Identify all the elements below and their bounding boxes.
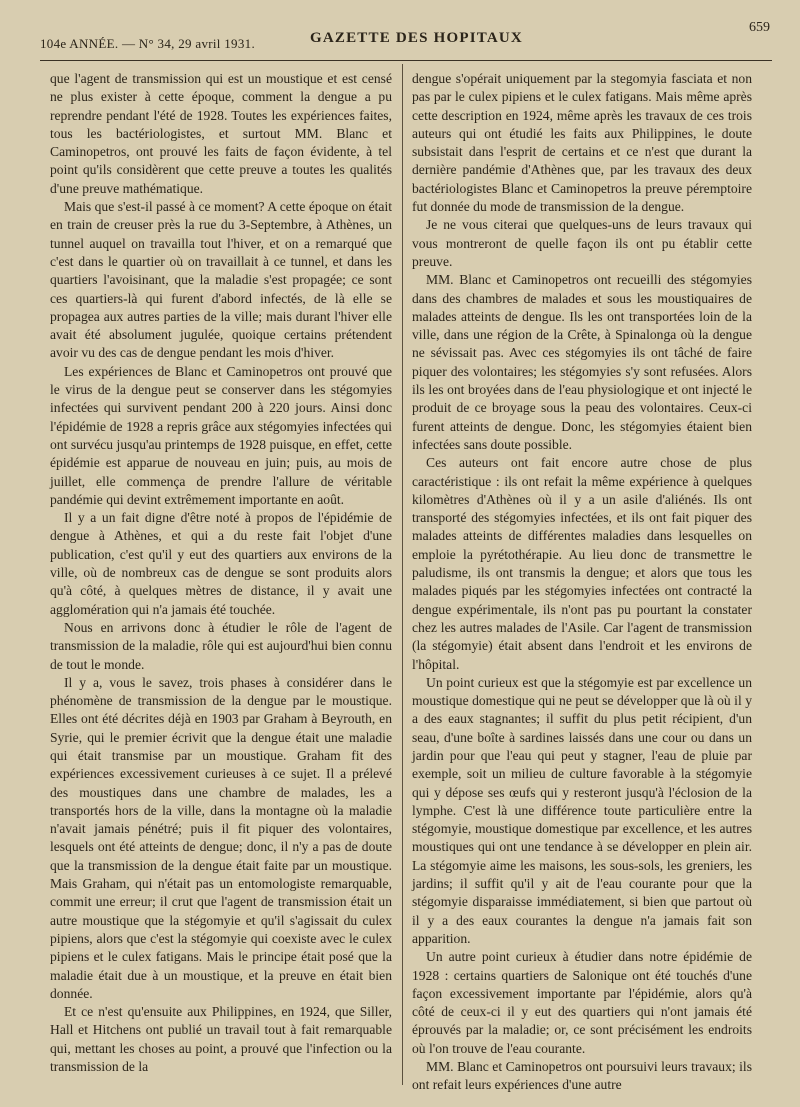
- left-column: [50, 70, 392, 1076]
- paragraph: Il y a, vous le savez, trois phases à considérer dans le phénomène de transmission de la dengue par le moustique. Elles ont été décrites déjà en 1903 par Graham à Beyrouth, en Syrie, qui le premier écrivit que la dengue était une maladie qui était transmise par un moustique. Graham fit des expériences excessivement curieuses à ce sujet. Il a prélevé des moustiques dans une chambre de malades, les a transportés hors de la ville, dans la montagne où la maladie n'avait jamais pénétré; puis il fit piquer des volontaires, lesquels ont été atteints de dengue; donc, il n'y a pas de doute que la transmission de la dengue était faite par un moustique. Mais Graham, qui n'était pas un entomologiste remarquable, commit une erreur; il crut que l'agent de transmission était un autre moustique que la stégomyie et qu'il s'agissait du culex pipiens, alors que c'est la stégomyie qui coexiste avec le culex pipiens et le culex fatigans. Mais le principe était posé que la maladie était due à un moustique, et la preuve en était bien donnée.: [50, 674, 392, 1001]
- paragraph: dengue s'opérait uniquement par la stegomyia fasciata et non pas par le culex pipiens et le culex fatigans. Mais même après cette description en 1924, même après les travaux de ces trois auteurs qui ont étudié les faits aux Philippines, le doute subsistait dans l'esprit de certains et ce n'est que durant la dernière pandémie d'Athènes que, par les travaux des deux bactériologistes Blanc et Caminopetros la preuve péremptoire fut donnée du mode de transmission de la dengue.: [412, 71, 752, 215]
- publication-title: GAZETTE DES HOPITAUX: [310, 30, 523, 46]
- issue-line: 104e ANNÉE. — N° 34, 29 avril 1931.: [40, 36, 256, 51]
- paragraph: que l'agent de transmission qui est un moustique et est censé ne plus exister à cette époque, comment la dengue a pu reprendre pendant l'été de 1928. Toutes les expériences faites, tous les bactériologistes, et surtout MM. Blanc et Caminopetros, ont prouvé les faits de façon évidente, à tel point qu'ils considèrent que cette preuve a toutes les qualités d'une preuve mathématique.: [50, 71, 392, 196]
- paragraph: Les expériences de Blanc et Caminopetros ont prouvé que le virus de la dengue peut se conserver dans les stégomyies infectées qui survivent pendant 200 à 220 jours. Ainsi donc l'épidémie de 1928 a repris grâce aux stégomyies infectées qui ont survécu jusqu'au printemps de 1928 puisque, en effet, cette épidémie est apparue de nouveau en juin; puis, au mois de juillet, elle commença de prendre l'allure de véritable pandémie qui devint extrêmement importante en août.: [50, 363, 392, 507]
- paragraph: MM. Blanc et Caminopetros ont recueilli des stégomyies dans des chambres de malades et sous les moustiquaires de malades atteints de dengue. Ils les ont transportées loin de la ville, dans une région de la Crête, à Spinalonga où la dengue ne sévissait pas. Avec ces stégomyies ils ont tâché de faire piquer des volontaires; les stégomyies s'y sont refusées. Alors ils les ont broyées dans de l'eau physiologique et ont injecté le produit de ce broyage sous la peau des volontaires. Ceux-ci furent atteints de dengue. Donc, les stégomyies étaient bien infectées sans doute possible.: [412, 272, 752, 452]
- paragraph: MM. Blanc et Caminopetros ont poursuivi leurs travaux; ils ont refait leurs expériences d'une autre: [412, 1059, 752, 1093]
- paragraph: Et ce n'est qu'ensuite aux Philippines, en 1924, que Siller, Hall et Hitchens ont publié un travail tout à fait remarquable qui, mettant les choses au point, a prouvé que l'infection ou la transmission de la: [50, 1004, 392, 1075]
- paragraph: Je ne vous citerai que quelques-uns de leurs travaux qui vous montreront de quelle façon ils ont pu établir cette preuve.: [412, 217, 752, 269]
- column-divider: [402, 64, 403, 1085]
- paragraph: Nous en arrivons donc à étudier le rôle de l'agent de transmission de la maladie, rôle qui est aujourd'hui bien connu de tout le monde.: [50, 619, 392, 672]
- page-header: [40, 20, 775, 60]
- paragraph: Un point curieux est que la stégomyie est par excellence un moustique domestique qui ne peut se développer que là où il y a des eaux stagnantes; il suffit du plus petit récipient, d'un seau, d'une boîte à sardines laissés dans une cour ou dans un jardin pour que l'eau qui peut y stagner, l'eau de pluie par exemple, soit un milieu de culture favorable à la stégomyie qui y dépose ses œufs qui y resteront jusqu'à l'éclosion de la lymphe. C'est là une différence toute particulière entre la stégomyie, moustique domestique par excellence, et les autres moustiques qui ont une tendance à se développer en plein air. La stégomyie aime les maisons, les sous-sols, les greniers, les jardins; il suffit qu'il y ait de l'eau courante pour que la stégomyie disparaisse immédiatement, si bien que partout où il y a des eaux courantes la dengue n'a jamais fait son apparition.: [412, 674, 752, 946]
- paragraph: Un autre point curieux à étudier dans notre épidémie de 1928 : certains quartiers de Salonique ont été touchés d'une façon excessivement importante par l'épidémie, alors qu'à côté de ceux-ci il y eut des quartiers qui n'ont jamais été éprouvés par la maladie; or, ce sont précisément les endroits où l'on trouve de l'eau courante.: [412, 949, 752, 1056]
- header-rule: [40, 60, 772, 61]
- paragraph: Mais que s'est-il passé à ce moment? A cette époque on était en train de creuser près la rue du 3-Septembre, à Athènes, un tunnel auquel on travailla tout l'hiver, et on a remarqué que c'est dans le quartier où on travaillait à ce tunnel, et dans les quartiers l'avoisinant, que la maladie s'est propagée; ce sont ces quartiers-là qui furent d'abord infectés, de là elle se propagea aux autres parties de la ville; mais durant l'hiver elle avait été absolument jugulée, quoique certains prétendent avoir vu des cas de dengue pendant les mois d'hiver.: [50, 199, 392, 361]
- paragraph: Il y a un fait digne d'être noté à propos de l'épidémie de dengue à Athènes, et qui a du reste fait l'objet d'une publication, c'est qu'il y eut des quartiers aux environs de la ville, où de nombreux cas de dengue se sont produits alors qu'à côté, à quelques mètres de distance, il y avait une agglomération qui n'a jamais été touchée.: [50, 510, 392, 617]
- paragraph: Ces auteurs ont fait encore autre chose de plus caractéristique : ils ont refait la même expérience à quelques kilomètres d'Athènes où il y a un asile d'aliénés. Ils ont transporté des stégomyies infectées, et ils ont fait piquer des malades atteints de différentes maladies dans lesquelles on emploie la pyrétothérapie. Au lieu donc de transmettre le paludisme, ils ont transmis la dengue; et alors que tous les malades piqués par les stégomyies infectées ont contracté la dengue expérimentale, ils n'ont pas pu pourtant la constater chez les autres malades de l'Asile. Car l'agent de transmission (la stégomyie) était absent dans l'endroit et les environs de l'hôpital.: [412, 455, 752, 672]
- right-column: [412, 70, 752, 1095]
- page-number: 659: [749, 20, 770, 35]
